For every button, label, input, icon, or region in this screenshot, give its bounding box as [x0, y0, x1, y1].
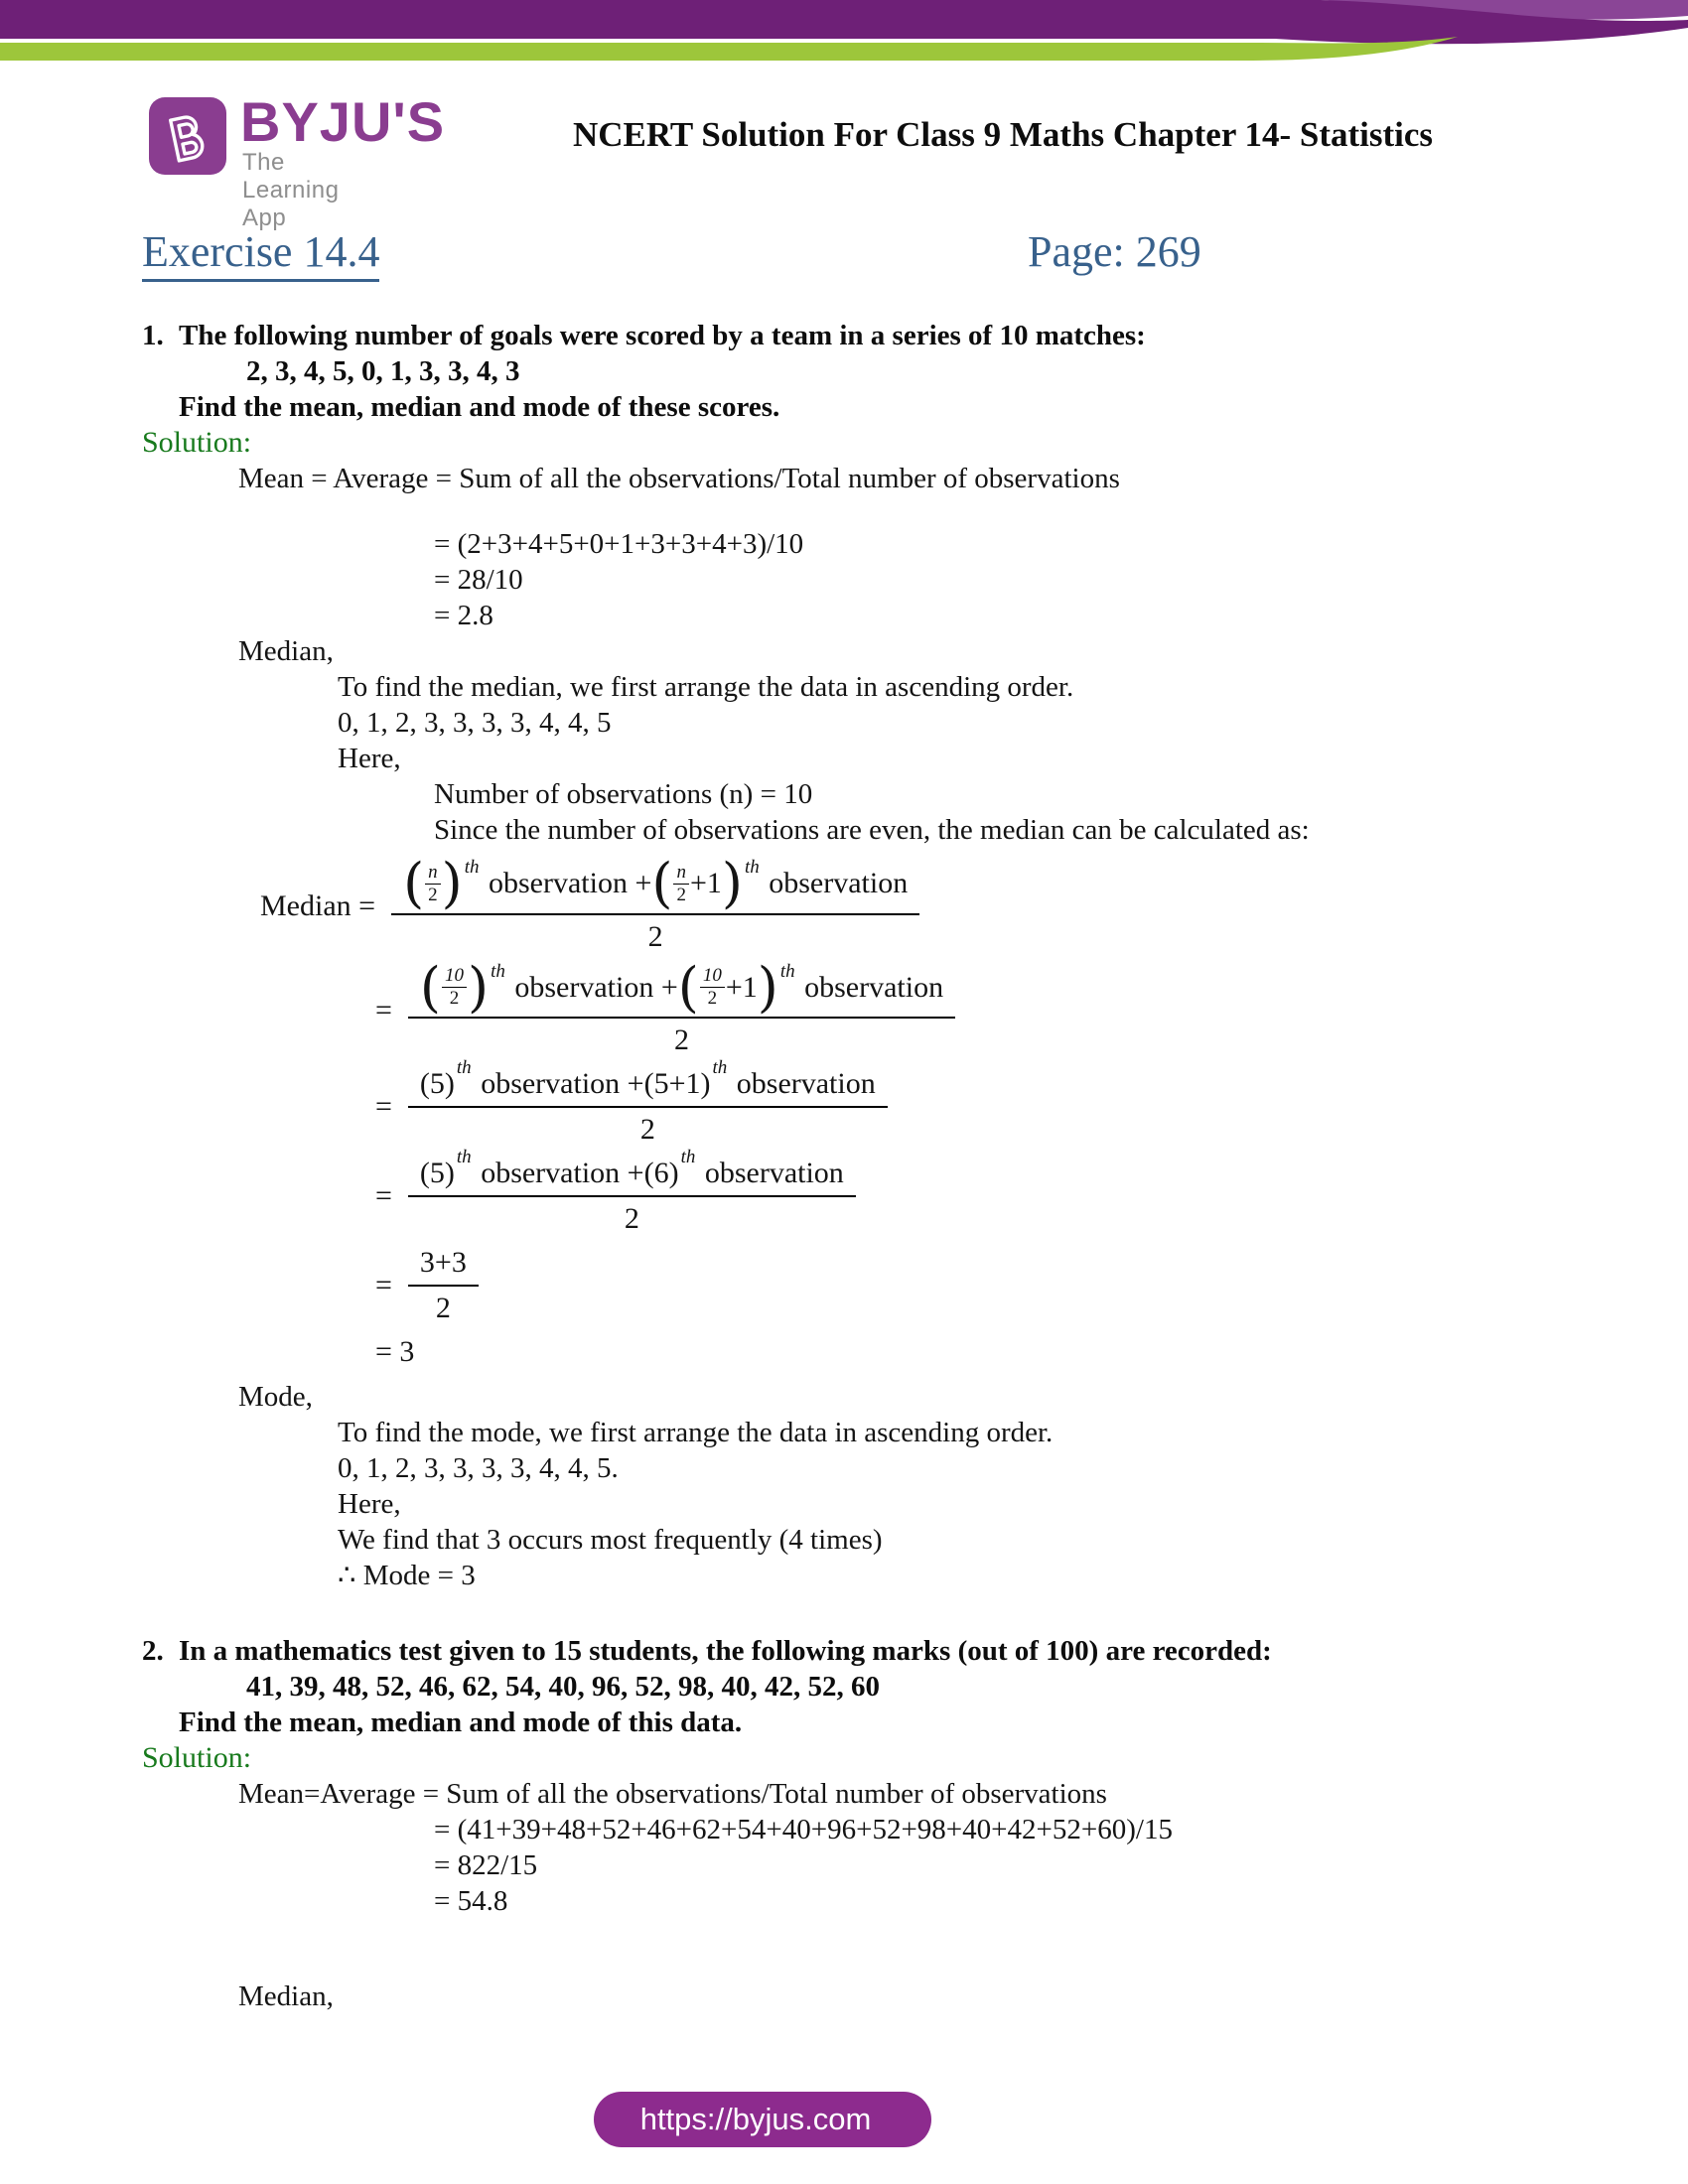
close-paren: ): [468, 955, 490, 1019]
mean-step-line: = (2+3+4+5+0+1+3+3+4+3)/10: [434, 528, 804, 560]
median-label-line: Median,: [238, 1980, 334, 2013]
formula-result: [375, 1335, 1688, 1369]
question-2: [0, 1633, 1688, 2014]
small-fraction: [700, 966, 725, 1009]
fraction: [408, 1246, 479, 1325]
superscript-th: th: [744, 857, 760, 879]
superscript-th: th: [712, 1057, 728, 1079]
open-paren: (: [677, 955, 699, 1019]
spacer: [0, 1919, 1688, 1979]
open-paren: (: [419, 955, 441, 1019]
byjus-logo-icon: [149, 97, 226, 175]
mean-step-line: = 2.8: [434, 600, 493, 631]
small-fraction: [673, 863, 689, 905]
close-paren: ): [757, 955, 778, 1019]
here-line: Here,: [338, 1488, 401, 1521]
mode-intro-line: To find the mode, we first arrange the data in ascending order.: [338, 1417, 1054, 1449]
mode-sorted-data-line: 0, 1, 2, 3, 3, 3, 3, 4, 4, 5.: [338, 1452, 619, 1485]
superscript-th: th: [680, 1147, 696, 1168]
small-fraction-bottom: 2: [449, 988, 460, 1010]
plus-one: +1: [725, 970, 758, 1004]
question-1-solution-label: Solution:: [142, 426, 252, 459]
even-note-line: Since the number of observations are even, the median can be calculated as:: [434, 814, 1310, 846]
byjus-b-glyph: [149, 97, 226, 175]
formula-lead: Median =: [260, 889, 376, 923]
median-formula-block: [0, 852, 1688, 1369]
observation-text: observation +: [481, 867, 652, 900]
spacer: [0, 496, 1688, 526]
fraction: [391, 852, 919, 954]
question-2-prompt-row: [0, 1633, 1688, 1669]
formula-row-3: [375, 1057, 1688, 1147]
median-label-line: Median,: [238, 635, 334, 667]
formula-row-2: [375, 955, 1688, 1058]
formula-row-1: [260, 852, 1688, 954]
question-2-data-values: 41, 39, 48, 52, 46, 62, 54, 40, 96, 52, 98, 40, 42, 52, 60: [246, 1671, 880, 1704]
denominator: 2: [624, 1202, 639, 1236]
byjus-url[interactable]: https://byjus.com: [639, 2102, 872, 2136]
formula-row-5: [375, 1246, 1688, 1325]
small-fraction-top: 10: [700, 966, 725, 988]
term: observation: [697, 1157, 844, 1190]
formula-lead: =: [375, 1269, 392, 1302]
spacer: [0, 292, 1688, 318]
superscript-th: th: [464, 857, 480, 879]
fraction: [408, 1147, 856, 1236]
spacer: [0, 1593, 1688, 1633]
formula-lead: =: [375, 1090, 392, 1124]
median-sorted-data-line: 0, 1, 2, 3, 3, 3, 3, 4, 4, 5: [338, 707, 612, 739]
numerator: [391, 852, 919, 915]
denominator: 2: [639, 1113, 655, 1147]
observation-text: observation +: [506, 970, 678, 1004]
question-2-number: 2.: [142, 1635, 164, 1668]
document-title: NCERT Solution For Class 9 Maths Chapter 14- Statistics: [572, 115, 1434, 154]
mean-intro-line: Mean=Average = Sum of all the observations/Total number of observations: [238, 1778, 1107, 1811]
section-heading-row: [0, 226, 1688, 292]
term: observation +(5+1): [473, 1067, 711, 1101]
numerator: 3+3: [408, 1246, 479, 1287]
observation-count-line: Number of observations (n) = 10: [434, 778, 813, 810]
observation-text: observation: [761, 867, 909, 900]
question-1: [0, 318, 1688, 1593]
numerator: [408, 955, 955, 1020]
small-fraction: [442, 966, 467, 1009]
denominator: 2: [674, 1024, 689, 1057]
fraction: [408, 955, 955, 1058]
question-1-prompt-row: [0, 318, 1688, 353]
header-band: [0, 0, 1688, 79]
term: observation: [729, 1067, 876, 1101]
exercise-heading[interactable]: Exercise 14.4: [142, 226, 379, 282]
median-result: = 3: [375, 1335, 415, 1369]
plus-one: +1: [689, 867, 722, 900]
footer-url-pill[interactable]: [594, 2092, 931, 2147]
fraction: [408, 1057, 888, 1147]
denominator: 2: [435, 1292, 451, 1325]
superscript-th: th: [456, 1147, 472, 1168]
mean-step-line: = 28/10: [434, 564, 523, 596]
formula-lead: =: [375, 1179, 392, 1213]
question-2-prompt: In a mathematics test given to 15 students, the following marks (out of 100) are recorded:: [179, 1635, 1272, 1668]
term: (5): [419, 1067, 455, 1101]
formula-row-4: [375, 1147, 1688, 1236]
numerator: [408, 1147, 856, 1197]
question-2-solution-label: Solution:: [142, 1741, 252, 1775]
question-1-number: 1.: [142, 320, 164, 351]
numerator: [408, 1057, 888, 1108]
question-1-prompt: The following number of goals were scored by a team in a series of 10 matches:: [179, 320, 1146, 351]
close-paren: ): [441, 852, 463, 914]
superscript-th: th: [779, 960, 795, 982]
small-fraction: [425, 863, 441, 905]
byjus-logo-tagline: The Learning App: [242, 149, 340, 231]
open-paren: (: [651, 852, 673, 914]
brand-row: [0, 90, 1688, 231]
byjus-logo-wordmark: BYJU'S: [240, 90, 446, 153]
small-fraction-bottom: 2: [707, 988, 718, 1010]
page-number: Page: 269: [1028, 227, 1201, 276]
small-fraction-top: n: [425, 863, 441, 885]
here-line: Here,: [338, 743, 401, 774]
question-2-ask: Find the mean, median and mode of this data.: [179, 1706, 743, 1739]
question-1-data-values: 2, 3, 4, 5, 0, 1, 3, 3, 4, 3: [246, 355, 520, 387]
mean-step-line: = (41+39+48+52+46+62+54+40+96+52+98+40+42+52+60)/15: [434, 1814, 1173, 1846]
small-fraction-top: 10: [442, 966, 467, 988]
formula-lead: =: [375, 993, 392, 1026]
denominator: 2: [647, 919, 663, 953]
mode-result-line: ∴ Mode = 3: [338, 1560, 476, 1592]
close-paren: ): [721, 852, 743, 914]
term: (5): [419, 1157, 455, 1190]
small-fraction-top: n: [673, 863, 689, 885]
mode-label-line: Mode,: [238, 1381, 313, 1414]
small-fraction-bottom: 2: [428, 884, 438, 905]
mean-step-line: = 822/15: [434, 1849, 538, 1882]
superscript-th: th: [456, 1057, 472, 1079]
header-green-wave: [0, 37, 1458, 61]
observation-text: observation: [796, 970, 944, 1004]
byjus-logo: [149, 90, 446, 231]
term: observation +(6): [473, 1157, 679, 1190]
open-paren: (: [403, 852, 425, 914]
question-1-ask: Find the mean, median and mode of these scores.: [179, 391, 780, 423]
superscript-th: th: [491, 960, 505, 982]
mean-intro-line: Mean = Average = Sum of all the observations/Total number of observations: [238, 463, 1120, 494]
mode-observation-line: We find that 3 occurs most frequently (4 times): [338, 1524, 883, 1557]
median-intro-line: To find the median, we first arrange the data in ascending order.: [338, 671, 1074, 703]
small-fraction-bottom: 2: [676, 884, 686, 905]
mean-step-line: = 54.8: [434, 1885, 508, 1918]
